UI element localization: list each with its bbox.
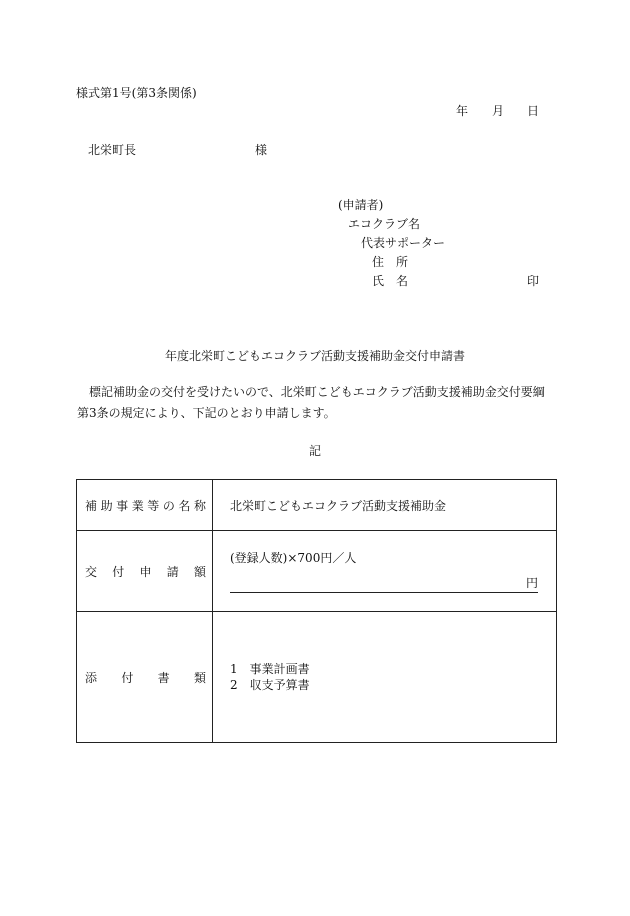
application-table — [76, 479, 557, 743]
amount-formula: (登録人数)×700円／人 — [230, 551, 357, 565]
table-row — [77, 612, 557, 743]
list-item: 1 事業計画書 — [230, 662, 310, 676]
project-name-value: 北栄町こどもエコクラブ活動支援補助金 — [213, 480, 557, 531]
addressee-honorific: 様 — [255, 143, 268, 157]
attachments-list — [213, 612, 557, 743]
representative-label: 代表サポーター — [361, 236, 446, 250]
form-reference: 様式第1号(第3条関係) — [76, 86, 197, 100]
amount-input-line — [230, 576, 538, 593]
club-name-label: エコクラブ名 — [348, 217, 421, 231]
seal-mark: 印 — [527, 274, 540, 288]
body-paragraph: 標記補助金の交付を受けたいので、北栄町こどもエコクラブ活動支援補助金交付要綱第3条の規定により、下記のとおり申請します。 — [77, 385, 545, 420]
document-title: 年度北栄町こどもエコクラブ活動支援補助金交付申請書 — [164, 349, 465, 363]
table-row — [77, 531, 557, 612]
grant-amount-label: 交 付 申 請 額 — [77, 531, 213, 612]
ki-mark: 記 — [308, 444, 321, 458]
project-name-label: 補 助 事 業 等 の 名 称 — [77, 480, 213, 531]
yen-unit: 円 — [525, 576, 538, 590]
list-item: 2 収支予算書 — [230, 678, 310, 692]
date-day: 日 — [527, 104, 540, 118]
grant-amount-value — [213, 531, 557, 612]
attachments-label: 添 付 書 類 — [77, 612, 213, 743]
table-row — [77, 480, 557, 531]
date-year: 年 — [456, 104, 469, 118]
applicant-heading: (申請者) — [338, 198, 384, 212]
address-label: 住 所 — [372, 255, 409, 269]
date-month: 月 — [492, 104, 505, 118]
addressee-name: 北栄町長 — [88, 143, 137, 157]
name-label: 氏 名 — [372, 274, 409, 288]
